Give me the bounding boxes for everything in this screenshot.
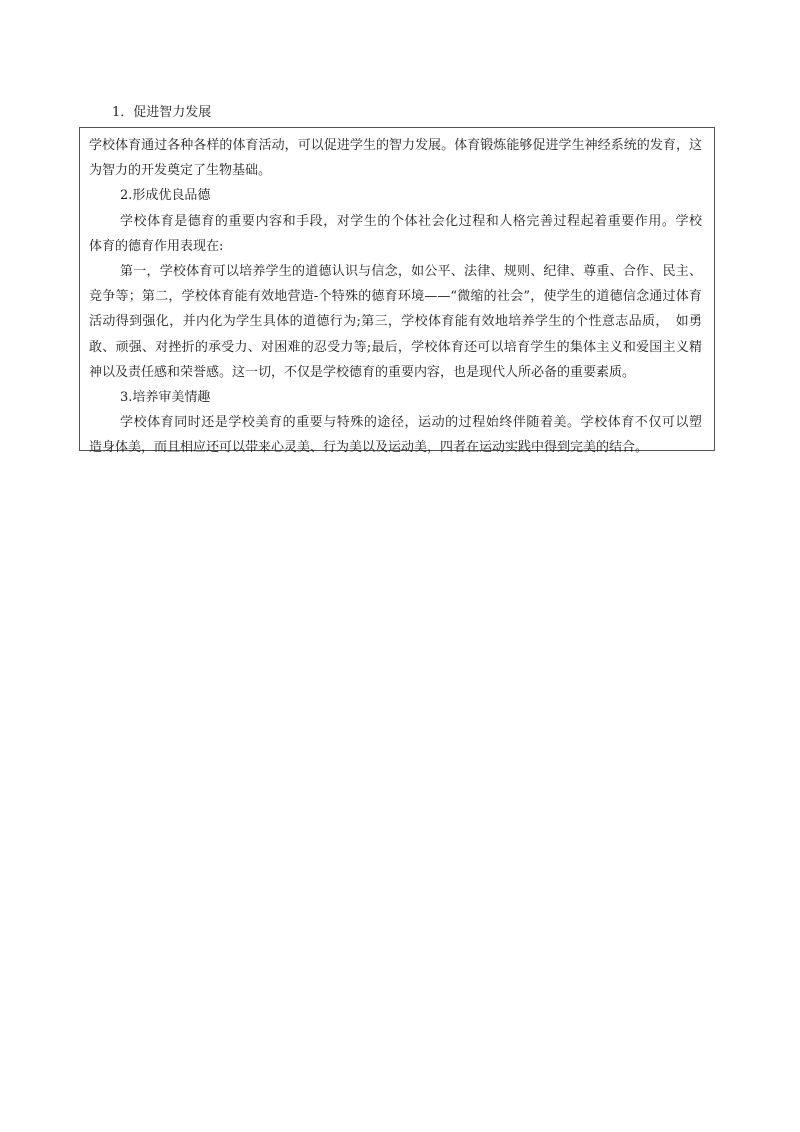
content-box [79, 127, 716, 456]
paragraph-morality-details: 第一，学校体育可以培养学生的道德认识与信念，如公平、法律、规则、纪律、尊重、合作、民主、竞争等；第二，学校体育能有效地营造-个特殊的德育环境——“微缩的社会”，使学生的道德信念通过体育活动得到强化，并内化为学生具体的道德行为;第三，学校体育能有效地培养学生的个性意志品质， 如勇敢、顽强、对挫折的承受力、对困难的忍受力等;最后，学校体育还可以培育学生的集体主义和爱国主义精神以及责任感和荣誉感。这一切，不仅是学校德育的重要内容，也是现代人所必备的重要素质。 [89, 264, 702, 380]
paragraph-aesthetics: 学校体育同时还是学校美育的重要与特殊的途径，运动的过程始终伴随着美。学校体育不仅可以塑 造身体美，而且相应还可以带来心灵美、行为美以及运动美，四者在运动实践中得到完美的结合。 [89, 415, 716, 456]
section-heading-morality: 2.形成优良品德 [120, 188, 211, 204]
section-heading-intellect: 1．促进智力发展 [112, 105, 212, 120]
paragraph-intellect: 学校体育通过各种各样的体育活动，可以促进学生的智力发展。体育锻炼能够促进学生神经系统的发育，这为智力的开发奠定了生物基础。 [89, 138, 702, 179]
paragraph-morality-intro: 学校体育是德育的重要内容和手段，对学生的个体社会化过程和人格完善过程起着重要作用。学校 体育的德育作用表现在: [89, 213, 716, 254]
section-heading-aesthetics: 3.培养审美情趣 [120, 390, 211, 406]
